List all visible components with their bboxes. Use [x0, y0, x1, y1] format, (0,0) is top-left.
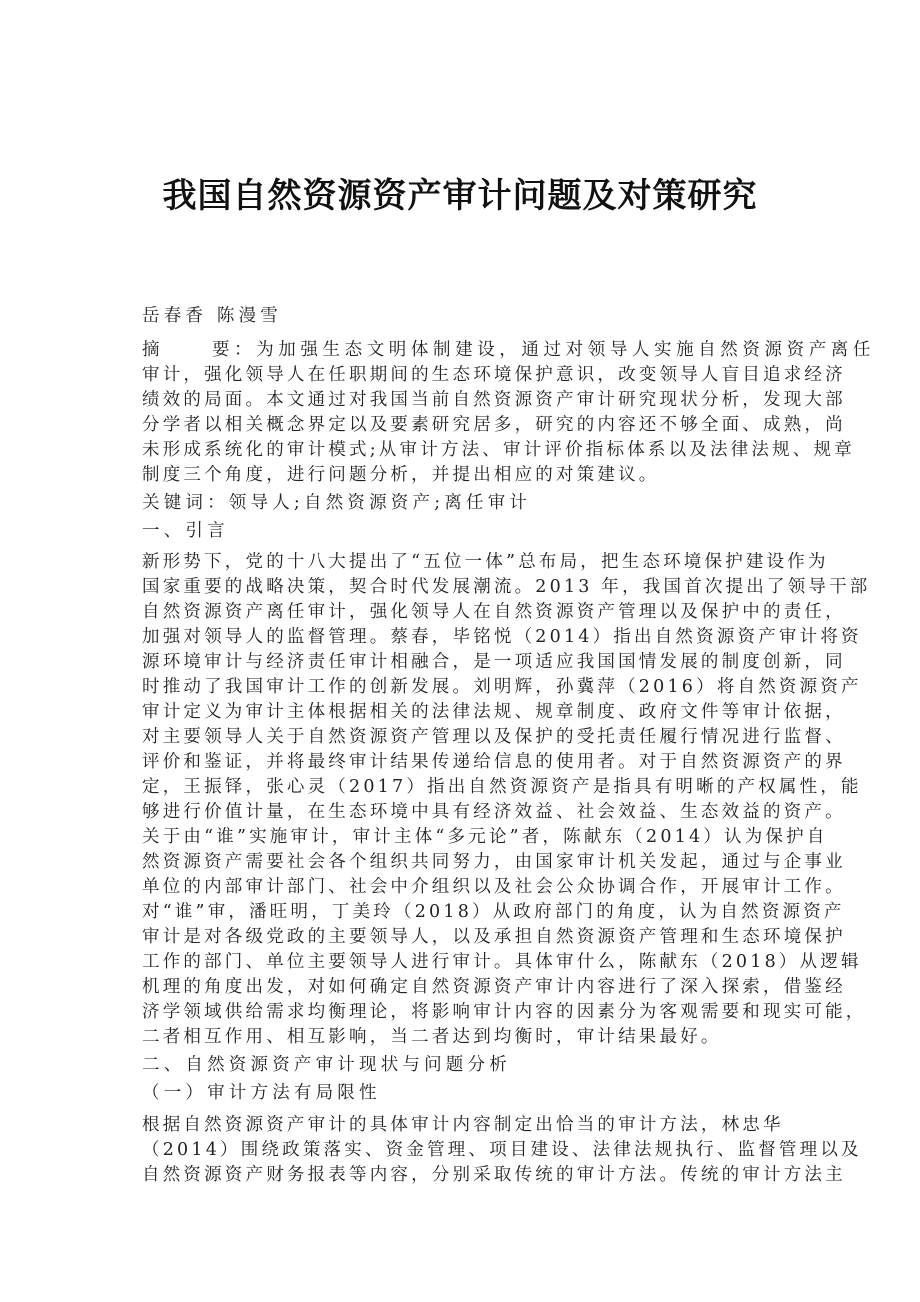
body-line: 加强对领导人的监督管理。蔡春，毕铭悦（2014）指出自然资源资产审计将资 — [142, 627, 862, 647]
body-line: 审计是对各级党政的主要领导人，以及承担自然资源资产管理和生态环境保护 — [142, 927, 846, 947]
section-2-subheading: （一）审计方法有局限性 — [142, 1083, 381, 1103]
body-line: 新形势下，党的十八大提出了“五位一体”总布局，把生态环境保护建设作为 — [142, 552, 829, 572]
body-line: 关于由“谁”实施审计，审计主体“多元论”者，陈献东（2014）认为保护自 — [142, 827, 828, 847]
abstract-line: 绩效的局面。本文通过对我国当前自然资源资产审计研究现状分析，发现大部 — [142, 390, 846, 410]
body-line: 单位的内部审计部门、社会中介组织以及社会公众协调合作，开展审计工作。 — [142, 877, 846, 897]
abstract-label-1: 摘 — [142, 340, 165, 360]
body-line: 根据自然资源资产审计的具体审计内容制定出恰当的审计方法，林忠华 — [142, 1115, 784, 1135]
body-line: 源环境审计与经济责任审计相融合，是一项适应我国国情发展的制度创新，同 — [142, 652, 846, 672]
abstract-line: 制度三个角度，进行问题分析，并提出相应的对策建议。 — [142, 465, 660, 485]
body-line: 然资源资产需要社会各个组织共同努力，由国家审计机关发起，通过与企事业 — [142, 852, 846, 872]
body-line: 定，王振铎，张心灵（2017）指出自然资源资产是指具有明晰的产权属性，能 — [142, 777, 862, 797]
abstract-line: 分学者以相关概念界定以及要素研究居多，研究的内容还不够全面、成熟，尚 — [142, 415, 846, 435]
body-line: 够进行价值计量，在生态环境中具有经济效益、社会效益、生态效益的资产。 — [142, 802, 846, 822]
body-line: 审计定义为审计主体根据相关的法律法规、规章制度、政府文件等审计依据， — [142, 702, 846, 722]
body-line: 自然资源资产离任审计，强化领导人在自然资源资产管理以及保护中的责任， — [142, 602, 846, 622]
section-2-heading: 二、自然资源资产审计现状与问题分析 — [142, 1055, 511, 1075]
body-line: 济学领域供给需求均衡理论，将影响审计内容的因素分为客观需要和现实可能， — [142, 1002, 867, 1022]
body-line: （2014）围绕政策落实、资金管理、项目建设、法律法规执行、监督管理以及 — [142, 1140, 862, 1160]
document-title: 我国自然资源资产审计问题及对策研究 — [162, 176, 758, 216]
body-line: 二者相互作用、相互影响，当二者达到均衡时，审计结果最好。 — [142, 1027, 722, 1047]
body-line: 时推动了我国审计工作的创新发展。刘明辉，孙冀萍（2016）将自然资源资产 — [142, 677, 862, 697]
body-line: 机理的角度出发，对如何确定自然资源资产审计内容进行了深入探索，借鉴经 — [142, 977, 846, 997]
keywords: 关键词：领导人;自然资源资产;离任审计 — [142, 493, 532, 513]
body-line: 评价和鉴证，并将最终审计结果传递给信息的使用者。对于自然资源资产的界 — [142, 752, 846, 772]
body-line: 工作的部门、单位主要领导人进行审计。具体审什么，陈献东（2018）从逻辑 — [142, 952, 862, 972]
abstract-line: 审计，强化领导人在任职期间的生态环境保护意识，改变领导人盲目追求经济 — [142, 365, 846, 385]
authors: 岳春香 陈漫雪 — [142, 306, 282, 326]
body-line: 国家重要的战略决策，契合时代发展潮流。2013 年，我国首次提出了领导干部 — [142, 577, 871, 597]
body-line: 对“谁”审，潘旺明，丁美玲（2018）从政府部门的角度，认为自然资源资产 — [142, 902, 845, 922]
abstract-label-2: 要： — [212, 340, 257, 360]
abstract-line: 未形成系统化的审计模式;从审计方法、审计评价指标体系以及法律法规、规章 — [142, 440, 855, 460]
body-line: 自然资源资产财务报表等内容，分别采取传统的审计方法。传统的审计方法主 — [142, 1165, 846, 1185]
abstract-text: 为加强生态文明体制建设，通过对领导人实施自然资源资产离任 — [256, 340, 876, 360]
abstract-line — [142, 338, 876, 362]
section-1-heading: 一、引言 — [142, 521, 229, 541]
body-line: 对主要领导人关于自然资源资产管理以及保护的受托责任履行情况进行监督、 — [142, 727, 846, 747]
